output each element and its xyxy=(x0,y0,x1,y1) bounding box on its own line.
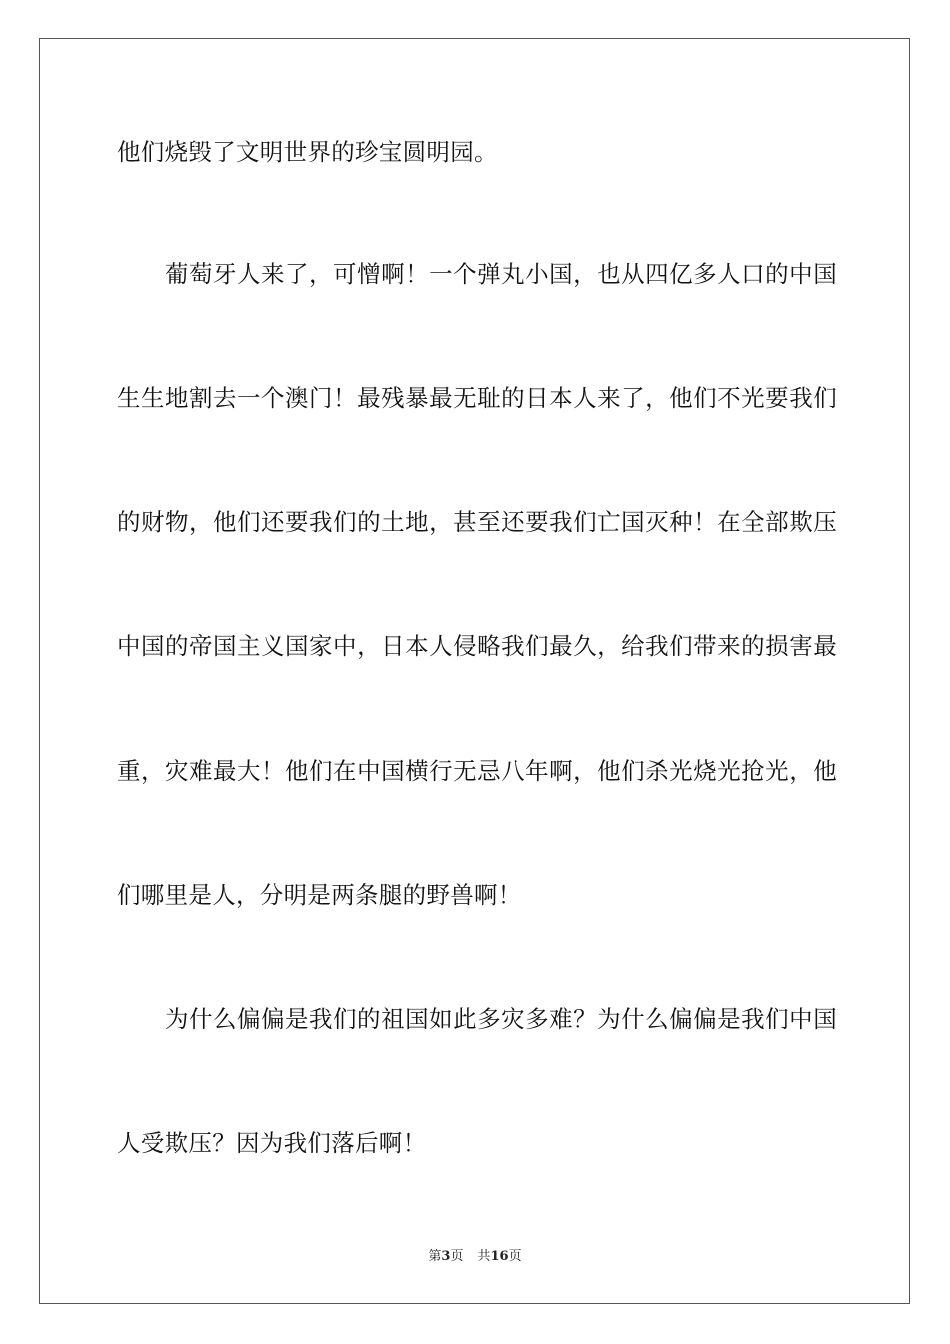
paragraph-line: 人受欺压？因为我们落后啊！ xyxy=(117,1129,427,1157)
page-footer xyxy=(0,1248,950,1266)
total-prefix: 共 xyxy=(477,1249,491,1264)
paragraph-line: 的财物，他们还要我们的土地，甚至还要我们亡国灭种！在全部欺压 xyxy=(117,508,837,536)
paragraph-line: 他们烧毁了文明世界的珍宝圆明园。 xyxy=(117,138,498,166)
total-pages: 16 xyxy=(490,1249,509,1264)
total-suffix: 页 xyxy=(508,1249,522,1264)
paragraph-line: 中国的帝国主义国家中，日本人侵略我们最久，给我们带来的损害最 xyxy=(117,632,837,660)
paragraph-line: 生生地割去一个澳门！最残暴最无耻的日本人来了，他们不光要我们 xyxy=(117,384,837,412)
paragraph-line: 重，灾难最大！他们在中国横行无忌八年啊，他们杀光烧光抢光，他 xyxy=(117,757,837,785)
page-label: 第 xyxy=(428,1249,442,1264)
paragraph-line: 葡萄牙人来了，可憎啊！一个弹丸小国，也从四亿多人口的中国 xyxy=(165,260,837,288)
page-suffix: 页 xyxy=(450,1249,464,1264)
page-border xyxy=(39,38,910,1304)
paragraph-line: 们哪里是人，分明是两条腿的野兽啊！ xyxy=(117,881,522,909)
paragraph-line: 为什么偏偏是我们的祖国如此多灾多难？为什么偏偏是我们中国 xyxy=(165,1005,837,1033)
page-number: 3 xyxy=(441,1249,451,1264)
